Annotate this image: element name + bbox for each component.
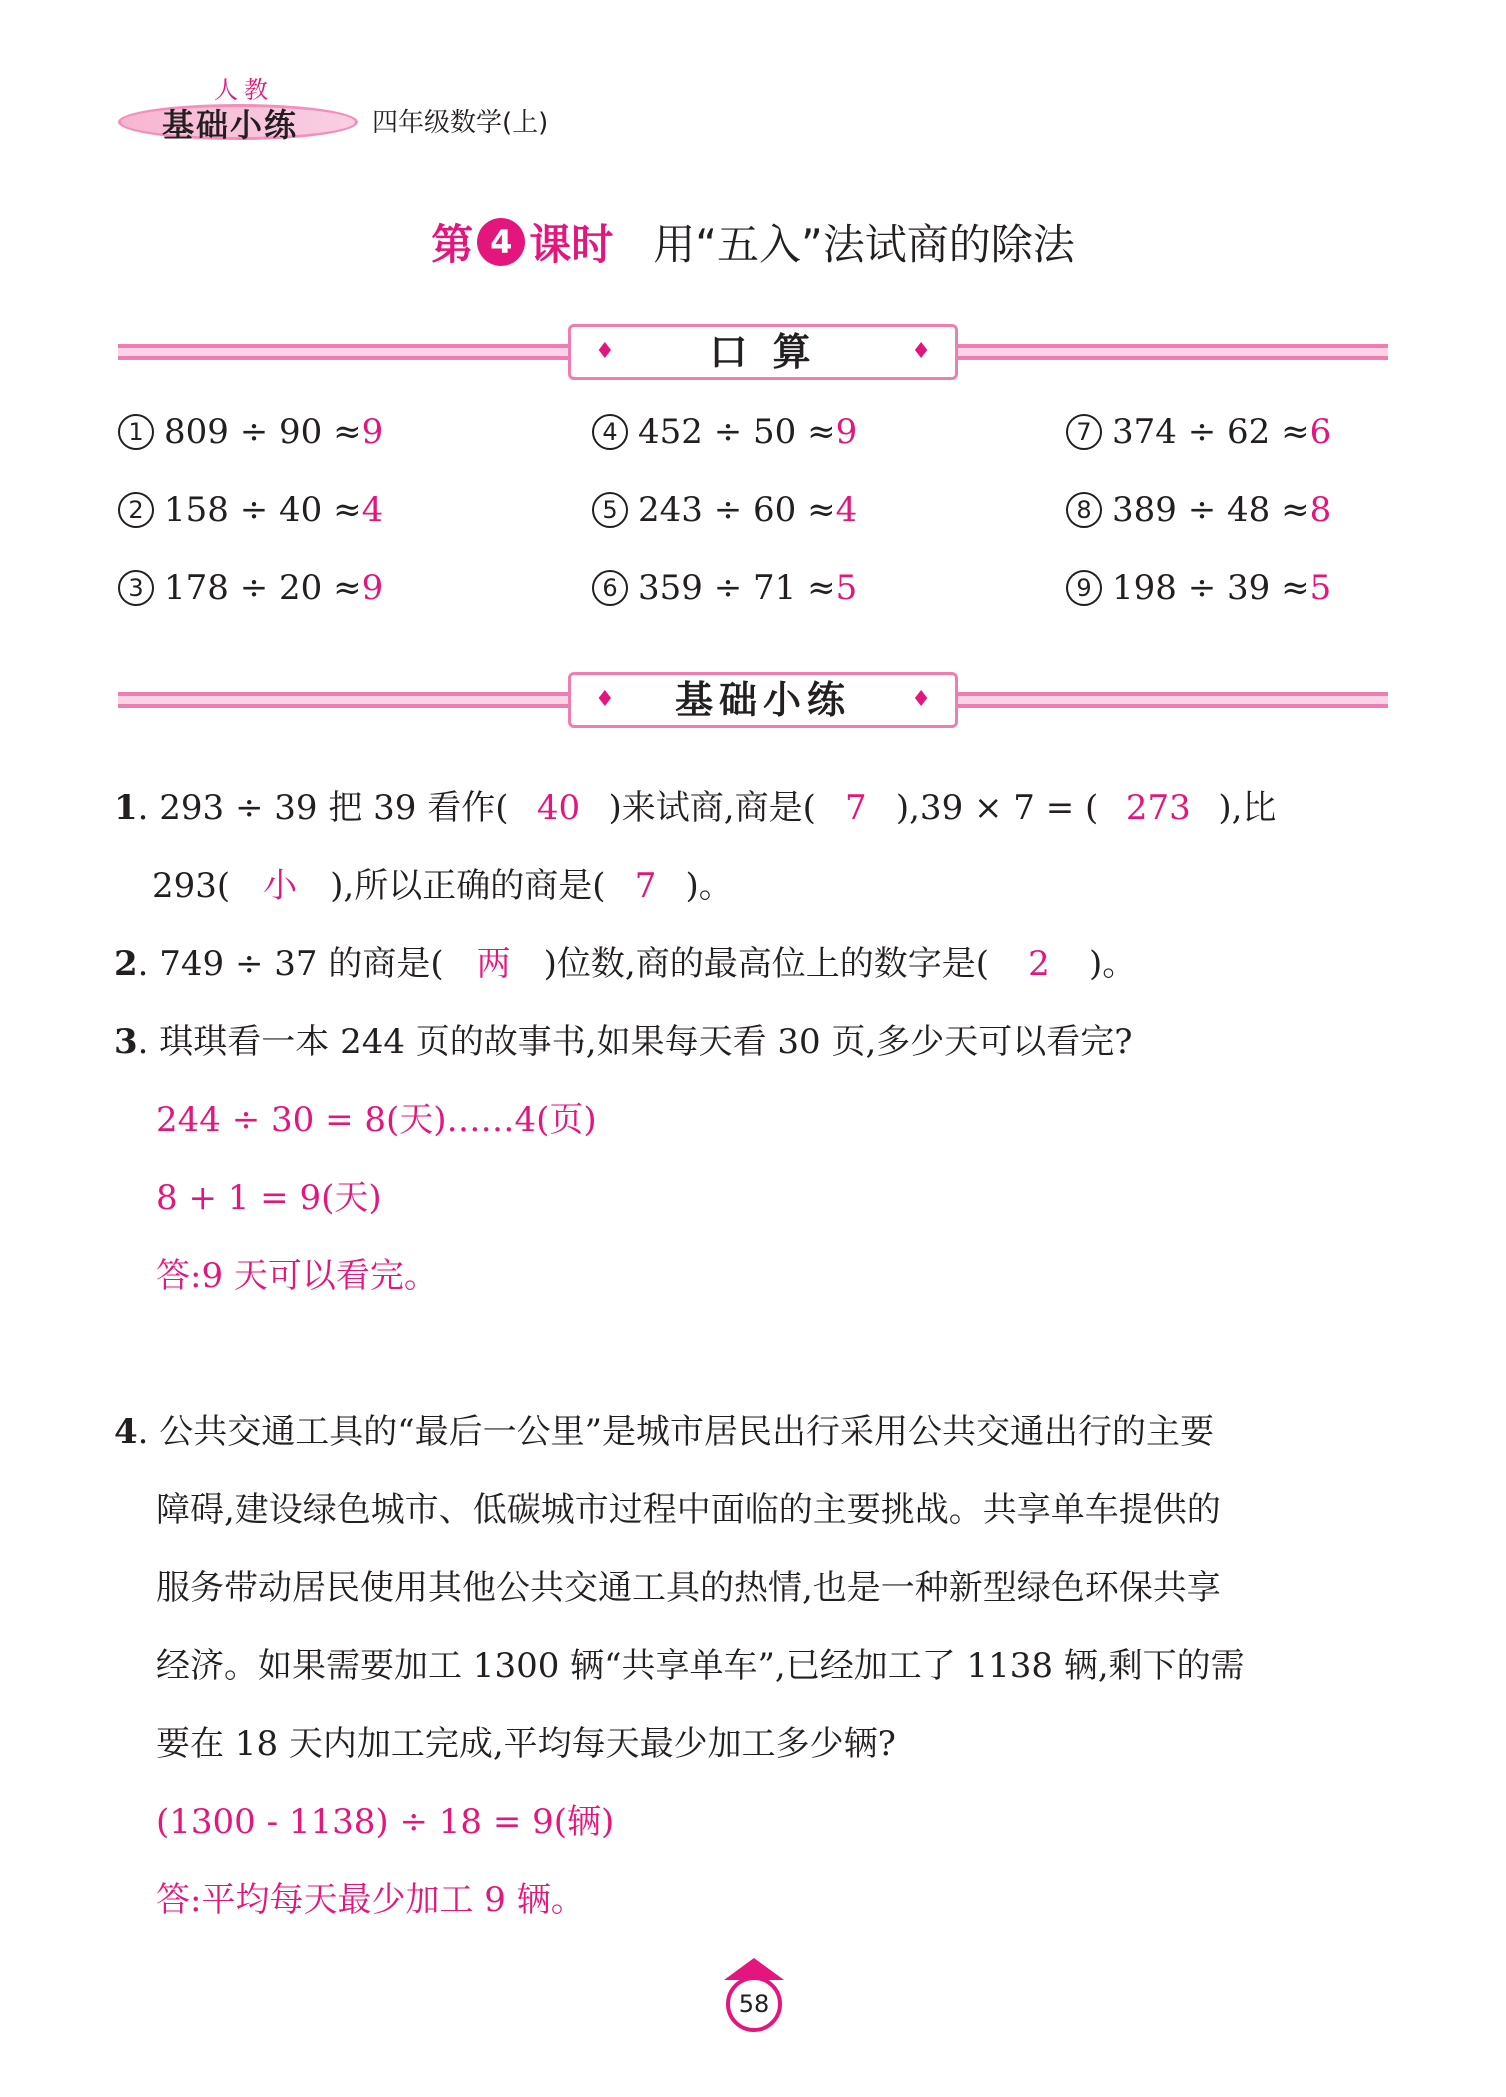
diamond-icon: ♦ [911,687,931,712]
oral-answer: 6 [1309,412,1332,452]
question-number: 3 [114,1022,138,1062]
oral-expression: 243 ÷ 60 ≈ [638,490,836,530]
answer-blank: 2 [1028,944,1050,984]
question-text: )。 [1088,944,1137,984]
question-number: 4 [114,1412,138,1452]
section-header-oral [118,324,1388,380]
question-text: . 749 ÷ 37 的商是( [137,944,444,984]
question-number: 2 [114,944,138,984]
item-number: 4 [592,414,628,450]
oral-answer: 4 [361,490,384,530]
oral-expression: 158 ÷ 40 ≈ [164,490,362,530]
diamond-icon: ♦ [595,687,615,712]
item-number: 5 [592,492,628,528]
oral-item [1066,412,1331,452]
answer-blank: 273 [1125,788,1191,828]
lesson-number-badge: 4 [477,218,525,266]
oral-expression: 198 ÷ 39 ≈ [1112,568,1310,608]
series-name: 基础小练 [162,106,299,144]
oral-answer: 4 [835,490,858,530]
item-number: 3 [118,570,154,606]
question-1-line-1 [114,780,1276,829]
oral-item [118,490,383,530]
book-title: 四年级数学(上) [372,108,549,138]
lesson-name: 用“五入”法试商的除法 [653,220,1075,269]
solution-line: (1300 - 1138) ÷ 18 = 9(辆) [156,1802,615,1842]
oral-item [118,568,383,608]
question-2 [114,936,1136,985]
section-header-basic [118,672,1388,728]
oral-item [1066,568,1331,608]
series-logo [118,66,368,146]
solution-line: 244 ÷ 30 = 8(天)……4(页) [156,1100,597,1140]
question-text: 293( [152,866,231,906]
question-text: ),比 [1218,788,1277,828]
question-text: . 293 ÷ 39 把 39 看作( [137,788,509,828]
oral-expression: 178 ÷ 20 ≈ [164,568,362,608]
question-text: . 琪琪看一本 244 页的故事书,如果每天看 30 页,多少天可以看完? [137,1022,1133,1062]
question-4-line-1 [114,1404,1214,1453]
publisher-label: 人教 [214,76,274,104]
question-text: ),39 × 7 = ( [895,788,1099,828]
question-4-line-3: 服务带动居民使用其他公共交通工具的热情,也是一种新型绿色环保共享 [156,1568,1221,1608]
answer-blank: 小 [263,866,298,906]
item-number: 7 [1066,414,1102,450]
lesson-prefix: 第 [431,220,474,269]
oral-answer: 9 [361,412,384,452]
question-text: . 公共交通工具的“最后一公里”是城市居民出行采用公共交通出行的主要 [137,1412,1215,1452]
oral-expression: 452 ÷ 50 ≈ [638,412,836,452]
question-text: )来试商,商是( [608,788,816,828]
question-1-line-2 [152,858,733,907]
answer-statement: 答:9 天可以看完。 [156,1256,438,1296]
item-number: 9 [1066,570,1102,606]
question-number: 1 [114,788,138,828]
oral-item [1066,490,1331,530]
section-title-box [568,672,958,728]
item-number: 1 [118,414,154,450]
oral-answer: 5 [1309,568,1332,608]
oral-expression: 389 ÷ 48 ≈ [1112,490,1310,530]
question-4-line-5: 要在 18 天内加工完成,平均每天最少加工多少辆? [156,1724,896,1764]
answer-blank: 两 [476,944,511,984]
diamond-icon: ♦ [595,339,615,364]
oral-answer: 9 [835,412,858,452]
question-text: )。 [685,866,733,906]
lesson-suffix: 课时 [529,220,614,269]
oral-expression: 809 ÷ 90 ≈ [164,412,362,452]
oral-answer: 8 [1309,490,1332,530]
question-4-line-4: 经济。如果需要加工 1300 辆“共享单车”,已经加工了 1138 辆,剩下的需 [156,1646,1245,1686]
page-number-badge [718,1958,790,2038]
oral-expression: 374 ÷ 62 ≈ [1112,412,1310,452]
oral-item [592,412,857,452]
oral-answer: 5 [835,568,858,608]
oral-expression: 359 ÷ 71 ≈ [638,568,836,608]
oral-item [592,568,857,608]
solution-line: 8 + 1 = 9(天) [156,1178,382,1218]
question-text: )位数,商的最高位上的数字是( [543,944,989,984]
answer-blank: 7 [634,866,657,906]
answer-blank: 40 [536,788,581,828]
question-text: ),所以正确的商是( [330,866,606,906]
page-number: 58 [726,1976,782,2032]
section-title: 口 算 [709,330,817,374]
item-number: 6 [592,570,628,606]
section-title-box [568,324,958,380]
answer-blank: 7 [845,788,867,828]
oral-item [118,412,383,452]
oral-item [592,490,857,530]
oral-answer: 9 [361,568,384,608]
question-4-line-2: 障碍,建设绿色城市、低碳城市过程中面临的主要挑战。共享单车提供的 [156,1490,1221,1530]
item-number: 8 [1066,492,1102,528]
answer-statement: 答:平均每天最少加工 9 辆。 [156,1880,585,1920]
question-3 [114,1014,1133,1063]
section-title: 基础小练 [674,678,851,722]
item-number: 2 [118,492,154,528]
diamond-icon: ♦ [911,339,931,364]
lesson-title [0,212,1506,272]
